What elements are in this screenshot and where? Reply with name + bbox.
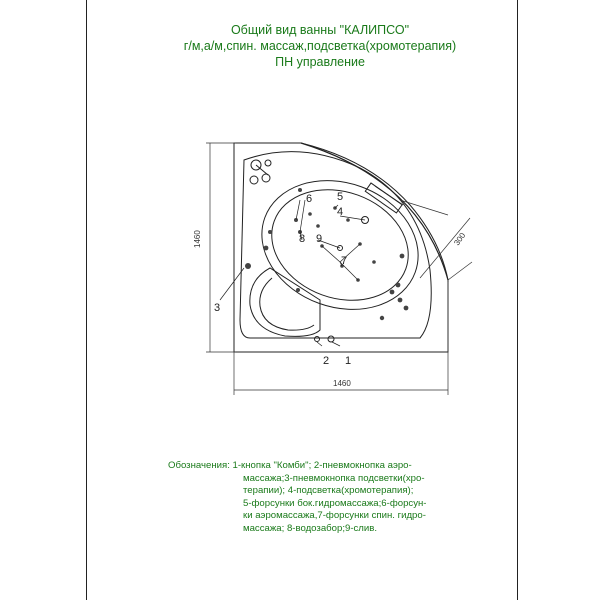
button-2-icon [315, 337, 320, 342]
callout-2: 2 [323, 355, 330, 367]
dimension-height-label: 1460 [193, 230, 202, 248]
control-type: ПН управление [275, 55, 365, 69]
tub-rim [240, 152, 431, 338]
callout-5: 5 [337, 191, 344, 203]
drawing-title: Общий вид ванны "КАЛИПСО" [230, 23, 410, 37]
legend-block [168, 460, 498, 536]
drawing-subtitle: г/м,а/м,спин. массаж,подсветка(хромотерапия) [183, 39, 457, 53]
legend-line: ки аэромассажа,7-форсунки спин. гидро- [243, 510, 426, 522]
seat-recess-inner [260, 278, 314, 330]
legend-line: терапии); 4-подсветка(хромотерапия); [243, 485, 414, 497]
tub-front-edge [301, 143, 448, 280]
callout-4: 4 [337, 206, 344, 218]
callout-9: 9 [316, 233, 323, 245]
legend-line: массажа; 8-водозабор;9-слив. [243, 522, 378, 534]
dimension-depth-label: 300 [452, 231, 468, 248]
legend-line: 5-форсунки бок.гидромассажа;6-форсун- [243, 497, 427, 509]
legend-line: Обозначения: 1-кнопка "Комби"; 2-пневмокнопка аэро- [168, 460, 412, 471]
faucet-group [250, 160, 271, 184]
legend-line: массажа;3-пневмокнопка подсветки(хро- [243, 472, 425, 484]
callout-1: 1 [345, 355, 352, 367]
callout-3: 3 [214, 302, 221, 314]
button-1-icon [328, 336, 334, 342]
callout-8: 8 [299, 233, 306, 245]
seat-recess [250, 268, 320, 336]
callout-6: 6 [306, 193, 313, 205]
callout-7: 7 [341, 255, 348, 267]
dimension-width-label: 1460 [333, 379, 351, 388]
